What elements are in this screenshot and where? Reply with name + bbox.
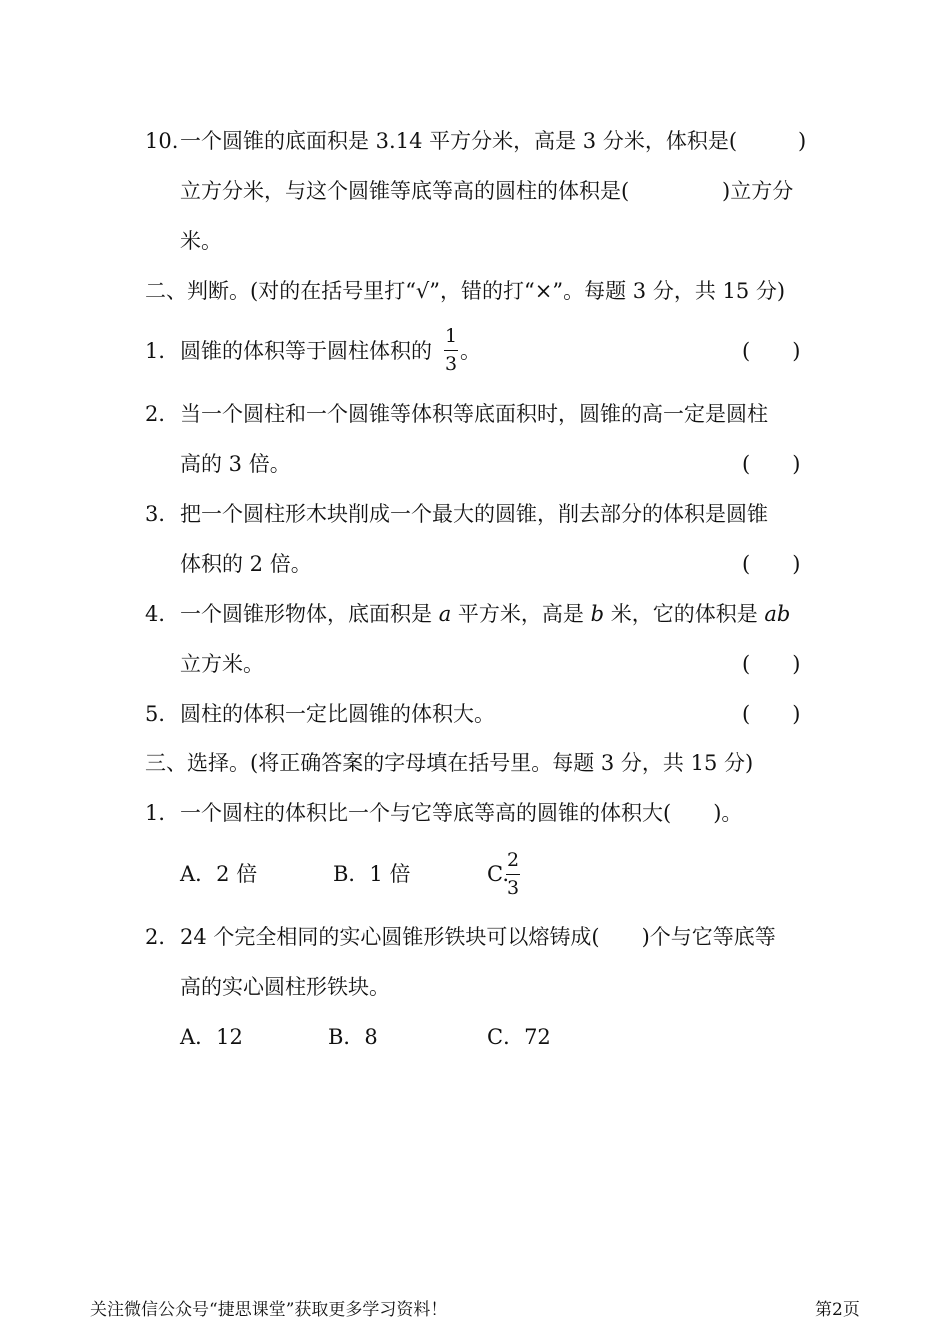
s2-item4-line2: 立方米。 xyxy=(180,652,264,676)
section2-heading: 二、判断。(对的在括号里打“√”，错的打“×”。每题 3 分，共 15 分) xyxy=(145,279,786,303)
footer-page-number: 第2页 xyxy=(815,1300,860,1320)
s2-item4-line1 xyxy=(180,599,790,629)
s2-item5-answer-paren: ( ) xyxy=(742,702,801,726)
s2-item1-text: 圆锥的体积等于圆柱体积的 xyxy=(180,339,432,363)
s2-item3-number: 3． xyxy=(145,502,180,526)
q10-line1-close-paren: ) xyxy=(798,129,807,153)
s3-q1-number: 1． xyxy=(145,801,180,825)
s2-item5-number: 5． xyxy=(145,702,180,726)
s2-item4-var-ab: ab xyxy=(764,602,791,626)
s2-item2-line1: 当一个圆柱和一个圆锥等体积等底面积时，圆锥的高一定是圆柱 xyxy=(180,402,768,426)
s2-item2-answer-paren: ( ) xyxy=(742,452,801,476)
s2-item1-answer-paren: ( ) xyxy=(742,339,801,363)
s3-q2-option-c: C．72 xyxy=(487,1025,551,1049)
q10-line3: 米。 xyxy=(180,229,222,253)
s2-item1-number: 1． xyxy=(145,339,180,363)
s3-q2-line1: 24 个完全相同的实心圆锥形铁块可以熔铸成( )个与它等底等 xyxy=(180,925,776,949)
s2-item3-answer-paren: ( ) xyxy=(742,552,801,576)
s3-q1-option-c-fraction-bar xyxy=(506,874,520,875)
q10-number: 10. xyxy=(145,129,179,153)
s3-q1-option-b: B．1 倍 xyxy=(333,862,411,886)
q10-line2-part1: 立方分米，与这个圆锥等底等高的圆柱的体积是( xyxy=(180,179,630,203)
s2-item1-fraction-denominator: 3 xyxy=(444,353,458,375)
s2-item4-number: 4． xyxy=(145,602,180,626)
s2-item2-number: 2． xyxy=(145,402,180,426)
s2-item4-answer-paren: ( ) xyxy=(742,652,801,676)
s3-q2-option-a: A．12 xyxy=(180,1025,243,1049)
s2-item4-var-a: a xyxy=(438,602,452,626)
section3-heading: 三、选择。(将正确答案的字母填在括号里。每题 3 分，共 15 分) xyxy=(145,751,754,775)
s2-item1-fraction-numerator: 1 xyxy=(444,325,458,347)
s3-q1-text: 一个圆柱的体积比一个与它等底等高的圆锥的体积大( )。 xyxy=(180,801,743,825)
s3-q1-option-c-prefix: C. xyxy=(487,862,509,886)
s2-item4-text-a: 一个圆锥形物体，底面积是 xyxy=(180,602,439,626)
q10-line1: 一个圆锥的底面积是 3.14 平方分米，高是 3 分米，体积是( xyxy=(180,129,738,153)
s2-item3-line1: 把一个圆柱形木块削成一个最大的圆锥，削去部分的体积是圆锥 xyxy=(180,502,768,526)
s2-item4-var-b: b xyxy=(590,602,605,626)
s3-q2-line2: 高的实心圆柱形铁块。 xyxy=(180,975,390,999)
q10-line2-part2: )立方分 xyxy=(722,179,794,203)
s2-item1-fraction-bar xyxy=(444,350,458,351)
s3-q2-number: 2． xyxy=(145,925,180,949)
s3-q1-option-a: A．2 倍 xyxy=(180,862,258,886)
s2-item4-text-c: 米，它的体积是 xyxy=(604,602,765,626)
s2-item2-line2: 高的 3 倍。 xyxy=(180,452,291,476)
s2-item3-line2: 体积的 2 倍。 xyxy=(180,552,312,576)
footer-promo-text: 关注微信公众号“捷思课堂”获取更多学习资料！ xyxy=(90,1300,448,1320)
s3-q1-option-c-numerator: 2 xyxy=(506,849,520,871)
s2-item4-text-b: 平方米，高是 xyxy=(451,602,591,626)
s3-q2-option-b: B．8 xyxy=(328,1025,378,1049)
s2-item5-text: 圆柱的体积一定比圆锥的体积大。 xyxy=(180,702,495,726)
s3-q1-option-c-denominator: 3 xyxy=(506,877,520,899)
s2-item1-tail: 。 xyxy=(460,339,481,363)
